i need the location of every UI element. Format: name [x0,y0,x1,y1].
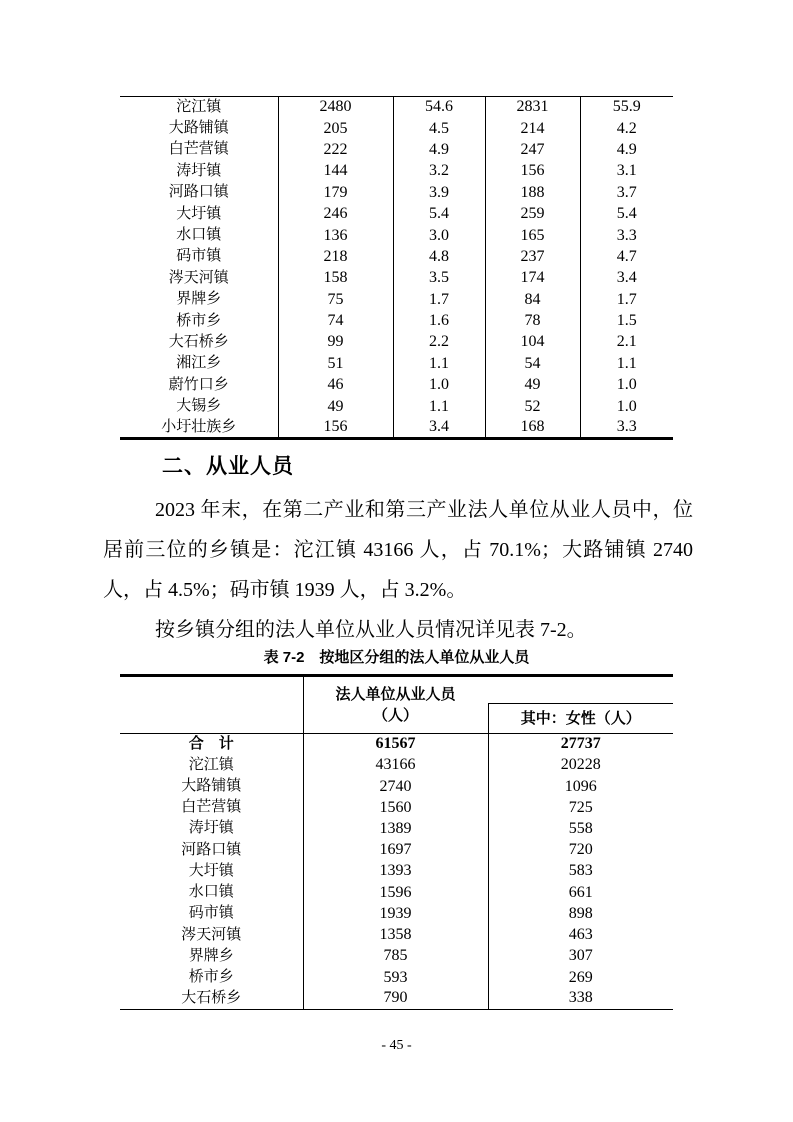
table-row [120,903,673,924]
female-value-cell: 898 [488,903,673,924]
region-name-cell: 河路口镇 [168,184,229,201]
region-name-cell: 大石桥乡 [168,333,229,350]
female-value-cell: 27737 [488,734,673,755]
value-cell: 4.9 [580,139,673,160]
value-cell: 3.7 [580,182,673,203]
value-cell: 84 [485,289,580,310]
employees-value-cell: 2740 [303,776,488,797]
value-cell: 4.9 [393,139,485,160]
table-row [120,97,673,118]
value-cell: 144 [278,161,393,182]
header-employees-line1: 法人单位从业人员 [335,686,456,703]
table-row [120,353,673,374]
value-cell: 4.8 [393,246,485,267]
region-name-cell: 白芒营镇 [181,799,242,816]
value-cell: 3.4 [580,268,673,289]
region-name-cell: 沱江镇 [188,756,234,773]
value-cell: 1.1 [580,353,673,374]
employees-value-cell: 593 [303,967,488,988]
employees-value-cell: 1389 [303,818,488,839]
region-name-cell: 涛圩镇 [188,820,234,837]
employees-value-cell: 1393 [303,861,488,882]
table-row [120,755,673,776]
value-cell: 2.1 [580,332,673,353]
table-row [120,225,673,246]
table-row [120,246,673,267]
table-row [120,182,673,203]
female-value-cell: 1096 [488,776,673,797]
value-cell: 4.2 [580,118,673,139]
value-cell: 4.7 [580,246,673,267]
value-cell: 174 [485,268,580,289]
value-cell: 52 [485,396,580,417]
value-cell: 78 [485,310,580,331]
value-cell: 247 [485,139,580,160]
value-cell: 5.4 [393,203,485,224]
employees-value-cell: 1560 [303,797,488,818]
employees-value-cell: 43166 [303,755,488,776]
region-name-cell: 沱江镇 [176,98,222,115]
table-row [120,924,673,945]
female-value-cell: 725 [488,797,673,818]
table-row [120,840,673,861]
value-cell: 218 [278,246,393,267]
table-row [120,375,673,396]
value-cell: 3.3 [580,225,673,246]
female-value-cell: 269 [488,967,673,988]
region-name-cell: 码市镇 [188,905,234,922]
value-cell: 259 [485,203,580,224]
value-cell: 51 [278,353,393,374]
value-cell: 1.6 [393,310,485,331]
female-value-cell: 583 [488,861,673,882]
table-7-2-caption: 表 7-2 按地区分组的法人单位从业人员 [263,649,530,666]
table-row [120,118,673,139]
region-name-cell: 大锡乡 [176,398,222,415]
paragraph-summary: 2023 年末，在第二产业和第三产业法人单位从业人员中，位居前三位的乡镇是：沱江镇 43166 人，占 70.1%；大路铺镇 2740 人，占 4.5%；码市镇 1939 人，占 3.2%。 [103,499,693,601]
table-row [120,310,673,331]
paragraph-table-reference: 按乡镇分组的法人单位从业人员情况详见表 7-2。 [155,619,587,641]
female-value-cell: 558 [488,818,673,839]
region-name-cell: 大路铺镇 [168,120,229,137]
header-blank-cell [120,676,303,734]
region-name-cell: 码市镇 [176,248,222,265]
region-name-cell: 桥市乡 [188,969,234,986]
value-cell: 214 [485,118,580,139]
table-row [120,797,673,818]
total-row [120,734,673,755]
value-cell: 1.0 [580,396,673,417]
region-name-cell: 界牌乡 [188,947,234,964]
value-cell: 2.2 [393,332,485,353]
value-cell: 49 [278,396,393,417]
female-value-cell: 338 [488,988,673,1009]
region-name-cell: 涔天河镇 [181,926,242,943]
female-value-cell: 307 [488,946,673,967]
value-cell: 1.7 [393,289,485,310]
region-name-cell: 蔚竹口乡 [168,376,229,393]
value-cell: 75 [278,289,393,310]
value-cell: 136 [278,225,393,246]
body-text-block [103,490,693,650]
region-name-cell: 界牌乡 [176,291,222,308]
value-cell: 4.5 [393,118,485,139]
value-cell: 2831 [485,97,580,118]
value-cell: 168 [485,417,580,438]
employees-value-cell: 61567 [303,734,488,755]
female-value-cell: 661 [488,882,673,903]
value-cell: 3.9 [393,182,485,203]
value-cell: 1.5 [580,310,673,331]
region-name-cell: 河路口镇 [181,841,242,858]
employees-value-cell: 790 [303,988,488,1009]
region-name-cell: 大石桥乡 [181,989,242,1006]
value-cell: 156 [485,161,580,182]
value-cell: 1.1 [393,396,485,417]
value-cell: 1.1 [393,353,485,374]
employees-value-cell: 1596 [303,882,488,903]
table-row [120,139,673,160]
region-name-cell: 小圩壮族乡 [161,418,237,435]
value-cell: 46 [278,375,393,396]
header-employees-line2: （人） [372,707,418,724]
table-row [120,203,673,224]
region-name-cell: 大圩镇 [188,862,234,879]
employees-table-body [120,734,673,1010]
table-row [120,882,673,903]
table-row [120,946,673,967]
region-name-cell: 合 计 [188,735,234,752]
value-cell: 188 [485,182,580,203]
value-cell: 3.3 [580,417,673,438]
table-row [120,396,673,417]
value-cell: 1.0 [393,375,485,396]
region-name-cell: 湘江乡 [176,355,222,372]
employees-value-cell: 1939 [303,903,488,924]
section-heading: 二、从业人员 [162,455,294,478]
value-cell: 3.0 [393,225,485,246]
value-cell: 3.5 [393,268,485,289]
header-employees-cell [303,676,488,734]
table-row [120,268,673,289]
value-cell: 1.0 [580,375,673,396]
value-cell: 3.1 [580,161,673,182]
value-cell: 237 [485,246,580,267]
employees-value-cell: 785 [303,946,488,967]
value-cell: 3.4 [393,417,485,438]
table-row [120,161,673,182]
value-cell: 5.4 [580,203,673,224]
region-name-cell: 大路铺镇 [181,778,242,795]
region-name-cell: 涛圩镇 [176,162,222,179]
value-cell: 179 [278,182,393,203]
value-cell: 1.7 [580,289,673,310]
value-cell: 49 [485,375,580,396]
header-female-spacer [488,676,673,704]
value-cell: 165 [485,225,580,246]
table-row [120,988,673,1009]
employees-table-header [120,676,673,734]
continued-region-table-body [120,97,673,439]
value-cell: 156 [278,417,393,438]
value-cell: 158 [278,268,393,289]
value-cell: 54 [485,353,580,374]
female-value-cell: 463 [488,924,673,945]
table-row [120,818,673,839]
table-row [120,967,673,988]
employees-by-region-table [120,674,673,1010]
region-name-cell: 白芒营镇 [168,141,229,158]
female-value-cell: 720 [488,840,673,861]
value-cell: 3.2 [393,161,485,182]
table-row [120,417,673,438]
value-cell: 205 [278,118,393,139]
value-cell: 104 [485,332,580,353]
female-value-cell: 20228 [488,755,673,776]
page-number: - 45 - [381,1038,412,1053]
region-name-cell: 涔天河镇 [168,269,229,286]
value-cell: 222 [278,139,393,160]
value-cell: 99 [278,332,393,353]
continued-region-table [120,96,673,440]
header-female-cell: 其中：女性（人） [488,704,673,734]
value-cell: 55.9 [580,97,673,118]
region-name-cell: 大圩镇 [176,205,222,222]
value-cell: 2480 [278,97,393,118]
table-row [120,289,673,310]
region-name-cell: 水口镇 [176,227,222,244]
region-name-cell: 水口镇 [188,884,234,901]
value-cell: 246 [278,203,393,224]
value-cell: 74 [278,310,393,331]
value-cell: 54.6 [393,97,485,118]
table-row [120,861,673,882]
table-row [120,776,673,797]
employees-value-cell: 1358 [303,924,488,945]
table-row [120,332,673,353]
region-name-cell: 桥市乡 [176,312,222,329]
employees-value-cell: 1697 [303,840,488,861]
